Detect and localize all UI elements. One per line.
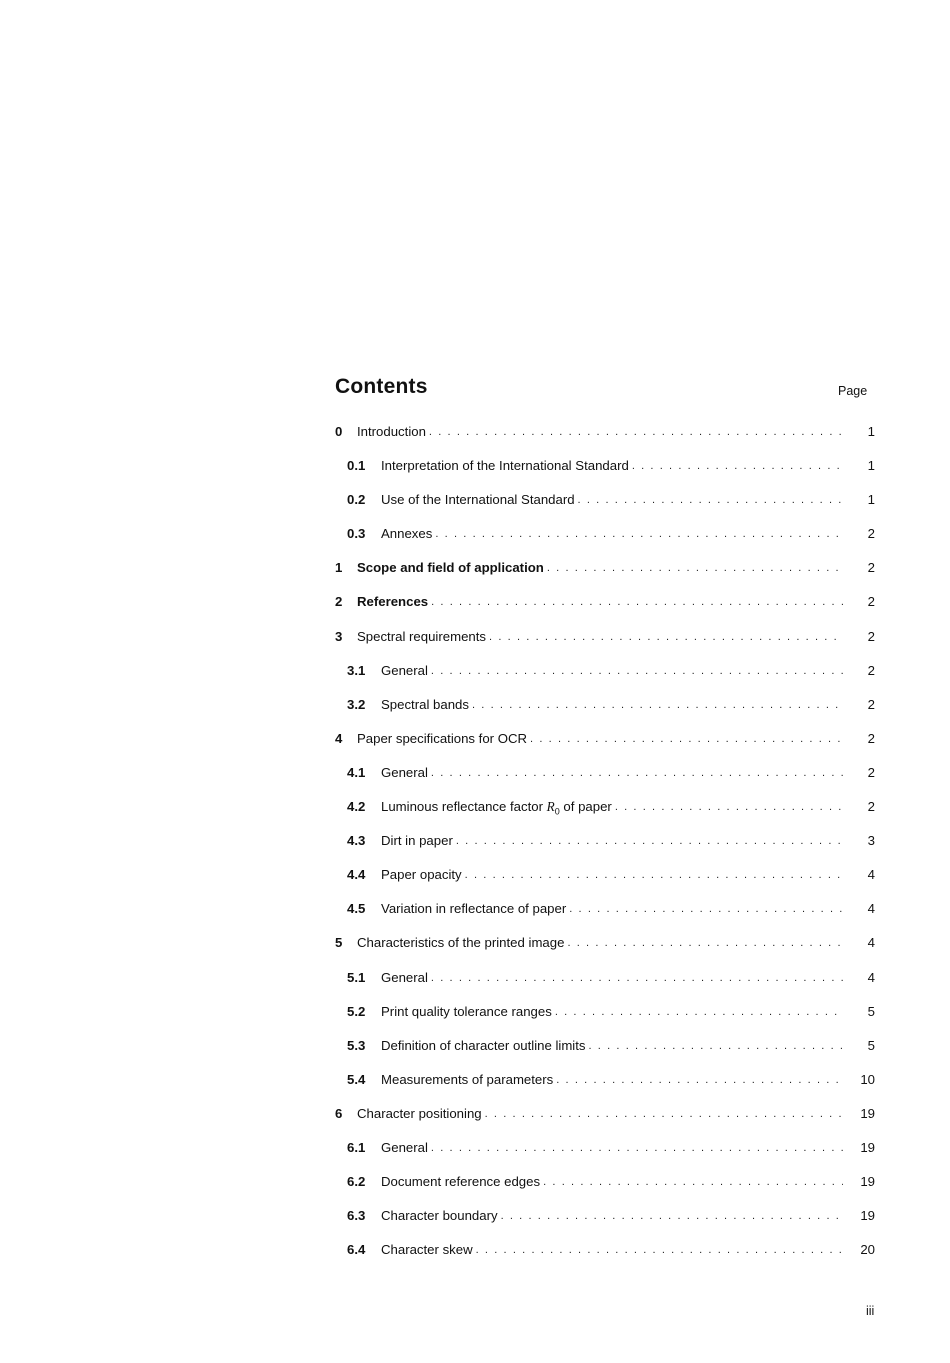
dot-leader xyxy=(501,1205,843,1227)
dot-leader xyxy=(476,1239,843,1261)
toc-entry-page: 4 xyxy=(867,901,875,917)
toc-entry-page: 2 xyxy=(867,526,875,542)
toc-entry-page: 10 xyxy=(860,1071,875,1087)
toc-entry-number: 0.1 xyxy=(347,458,366,474)
toc-entry[interactable] xyxy=(335,523,875,557)
toc-entry-title: Introduction xyxy=(357,424,426,439)
toc-entry-title: Spectral requirements xyxy=(357,628,487,644)
toc-entry-page: 2 xyxy=(867,628,875,644)
toc-entry[interactable] xyxy=(335,1069,875,1103)
toc-entry-title: General xyxy=(381,662,428,678)
toc-entry-page: 2 xyxy=(867,594,875,610)
toc-entry-title: General xyxy=(381,969,428,985)
toc-entry-title: Variation in reflectance of paper xyxy=(381,901,567,917)
toc-entry[interactable] xyxy=(335,830,875,864)
toc-entry[interactable] xyxy=(335,455,875,489)
toc-entry[interactable] xyxy=(335,1035,875,1069)
dot-leader xyxy=(578,489,843,511)
toc-entry-page: 2 xyxy=(867,696,875,712)
toc-entry-number: 4.2 xyxy=(347,799,366,815)
toc-entry-number: 4.1 xyxy=(347,764,366,780)
toc-entry[interactable] xyxy=(335,932,875,966)
toc-entry-number: 6.3 xyxy=(347,1208,366,1224)
dot-leader xyxy=(431,591,843,613)
toc-entry-number: 2 xyxy=(335,594,343,610)
toc-entry-page: 4 xyxy=(867,935,875,951)
toc-entry-title: Paper specifications for OCR xyxy=(357,730,528,746)
toc-entry-title: Interpretation of the International Standard xyxy=(381,458,629,474)
toc-entry-title: Measurements of parameters xyxy=(381,1071,554,1087)
toc-entry-page: 4 xyxy=(867,867,875,883)
toc-entry-page: 2 xyxy=(867,662,875,678)
toc-entry-page: 2 xyxy=(867,799,875,815)
toc-entry-number: 6 xyxy=(335,1105,343,1121)
toc-entry-number: 0 xyxy=(335,424,343,439)
toc-entry-title: Definition of character outline limits xyxy=(381,1037,586,1053)
toc-entry-number: 4.3 xyxy=(347,833,366,849)
toc-entry-number: 6.2 xyxy=(347,1174,366,1190)
toc-entry-number: 4 xyxy=(335,730,343,746)
toc-entry-page: 19 xyxy=(860,1105,875,1121)
page-number: iii xyxy=(866,1304,875,1318)
toc-entry-number: 6.4 xyxy=(347,1242,366,1258)
dot-leader xyxy=(431,660,843,682)
dot-leader xyxy=(431,762,843,784)
toc-entry-title: Print quality tolerance ranges xyxy=(381,1003,552,1019)
toc-entry-number: 4.4 xyxy=(347,867,366,883)
toc-entry-page: 5 xyxy=(867,1003,875,1019)
toc-entry-number: 3 xyxy=(335,628,343,644)
toc-entry-page: 3 xyxy=(867,833,875,849)
toc-entry-number: 5.1 xyxy=(347,969,366,985)
toc-entry-number: 4.5 xyxy=(347,901,366,917)
dot-leader xyxy=(556,1069,843,1091)
dot-leader xyxy=(615,796,843,818)
dot-leader xyxy=(632,455,843,477)
toc-entry[interactable] xyxy=(335,864,875,898)
toc-entry[interactable] xyxy=(335,796,875,830)
dot-leader xyxy=(555,1001,843,1023)
toc-entry-number: 5 xyxy=(335,935,343,951)
reflectance-symbol: $R_0$ xyxy=(546,799,560,817)
page-title: Contents xyxy=(335,375,428,398)
page-column-label: Page xyxy=(838,384,868,398)
toc-entry-number: 5.3 xyxy=(347,1037,366,1053)
toc-entry-title: Scope and field of application xyxy=(357,560,544,576)
dot-leader xyxy=(485,1103,843,1125)
toc-entry-page: 2 xyxy=(867,560,875,576)
toc-entry[interactable] xyxy=(335,1137,875,1171)
toc-entry-page: 19 xyxy=(860,1208,875,1224)
toc-entry-title: Annexes xyxy=(381,526,433,542)
toc-entry-title: Character positioning xyxy=(357,1105,482,1121)
dot-leader xyxy=(589,1035,844,1057)
dot-leader xyxy=(530,728,843,750)
toc-entry-number: 1 xyxy=(335,560,343,576)
toc-entry[interactable] xyxy=(335,898,875,932)
toc-entry-page: 20 xyxy=(860,1242,875,1258)
dot-leader xyxy=(489,626,843,648)
dot-leader xyxy=(547,557,843,579)
dot-leader xyxy=(456,830,843,852)
dot-leader xyxy=(567,932,843,954)
dot-leader xyxy=(435,523,843,545)
toc-entry[interactable] xyxy=(335,1103,875,1137)
toc-entry-page: 1 xyxy=(867,424,875,439)
toc-entry-page: 2 xyxy=(867,764,875,780)
toc-entry-title: Character boundary xyxy=(381,1208,498,1224)
toc-entry-title: Character skew xyxy=(381,1242,473,1258)
dot-leader xyxy=(569,898,843,920)
toc-entry-page: 1 xyxy=(867,458,875,474)
toc-entry-page: 1 xyxy=(867,492,875,508)
toc-entry-number: 6.1 xyxy=(347,1139,366,1155)
toc-entry-title: Dirt in paper xyxy=(381,833,453,849)
toc-entry[interactable] xyxy=(335,591,875,625)
toc-entry-number: 5.4 xyxy=(347,1071,366,1087)
toc-entry-page: 19 xyxy=(860,1174,875,1190)
table-of-contents xyxy=(335,421,875,1273)
dot-leader xyxy=(543,1171,843,1193)
toc-entry-page: 4 xyxy=(867,969,875,985)
toc-entry[interactable] xyxy=(335,1239,875,1273)
toc-entry-number: 3.2 xyxy=(347,696,366,712)
toc-entry-title: Use of the International Standard xyxy=(381,492,575,508)
toc-entry-page: 5 xyxy=(867,1037,875,1053)
dot-leader xyxy=(465,864,843,886)
toc-entry[interactable] xyxy=(335,660,875,694)
toc-entry[interactable] xyxy=(335,728,875,762)
toc-entry-title: General xyxy=(381,764,428,780)
toc-entry-title-part: of paper xyxy=(559,799,612,815)
toc-entry-title: References xyxy=(357,594,429,610)
toc-entry-title: Characteristics of the printed image xyxy=(357,935,565,951)
toc-entry[interactable] xyxy=(335,1171,875,1205)
toc-entry[interactable] xyxy=(335,626,875,660)
toc-entry-page: 2 xyxy=(867,730,875,746)
toc-entry[interactable] xyxy=(335,1001,875,1035)
toc-entry-number: 0.2 xyxy=(347,492,366,508)
dot-leader xyxy=(431,967,843,989)
toc-entry-title: Document reference edges xyxy=(381,1174,541,1190)
toc-entry-number: 0.3 xyxy=(347,526,366,542)
toc-entry[interactable] xyxy=(335,1205,875,1239)
toc-entry[interactable] xyxy=(335,557,875,591)
toc-entry-number: 3.1 xyxy=(347,662,366,678)
toc-entry[interactable] xyxy=(335,421,875,455)
toc-entry[interactable] xyxy=(335,967,875,1001)
toc-entry-title: General xyxy=(381,1139,428,1155)
toc-entry-title: Paper opacity xyxy=(381,867,462,883)
toc-entry[interactable] xyxy=(335,762,875,796)
toc-entry[interactable] xyxy=(335,694,875,728)
toc-entry[interactable] xyxy=(335,489,875,523)
toc-entry-page: 19 xyxy=(860,1139,875,1155)
toc-entry-title-part: Luminous reflectance factor xyxy=(381,799,547,815)
toc-entry-title xyxy=(381,796,612,823)
dot-leader xyxy=(429,421,843,443)
toc-entry-number: 5.2 xyxy=(347,1003,366,1019)
dot-leader xyxy=(431,1137,843,1159)
toc-entry-title: Spectral bands xyxy=(381,696,469,712)
dot-leader xyxy=(472,694,843,716)
